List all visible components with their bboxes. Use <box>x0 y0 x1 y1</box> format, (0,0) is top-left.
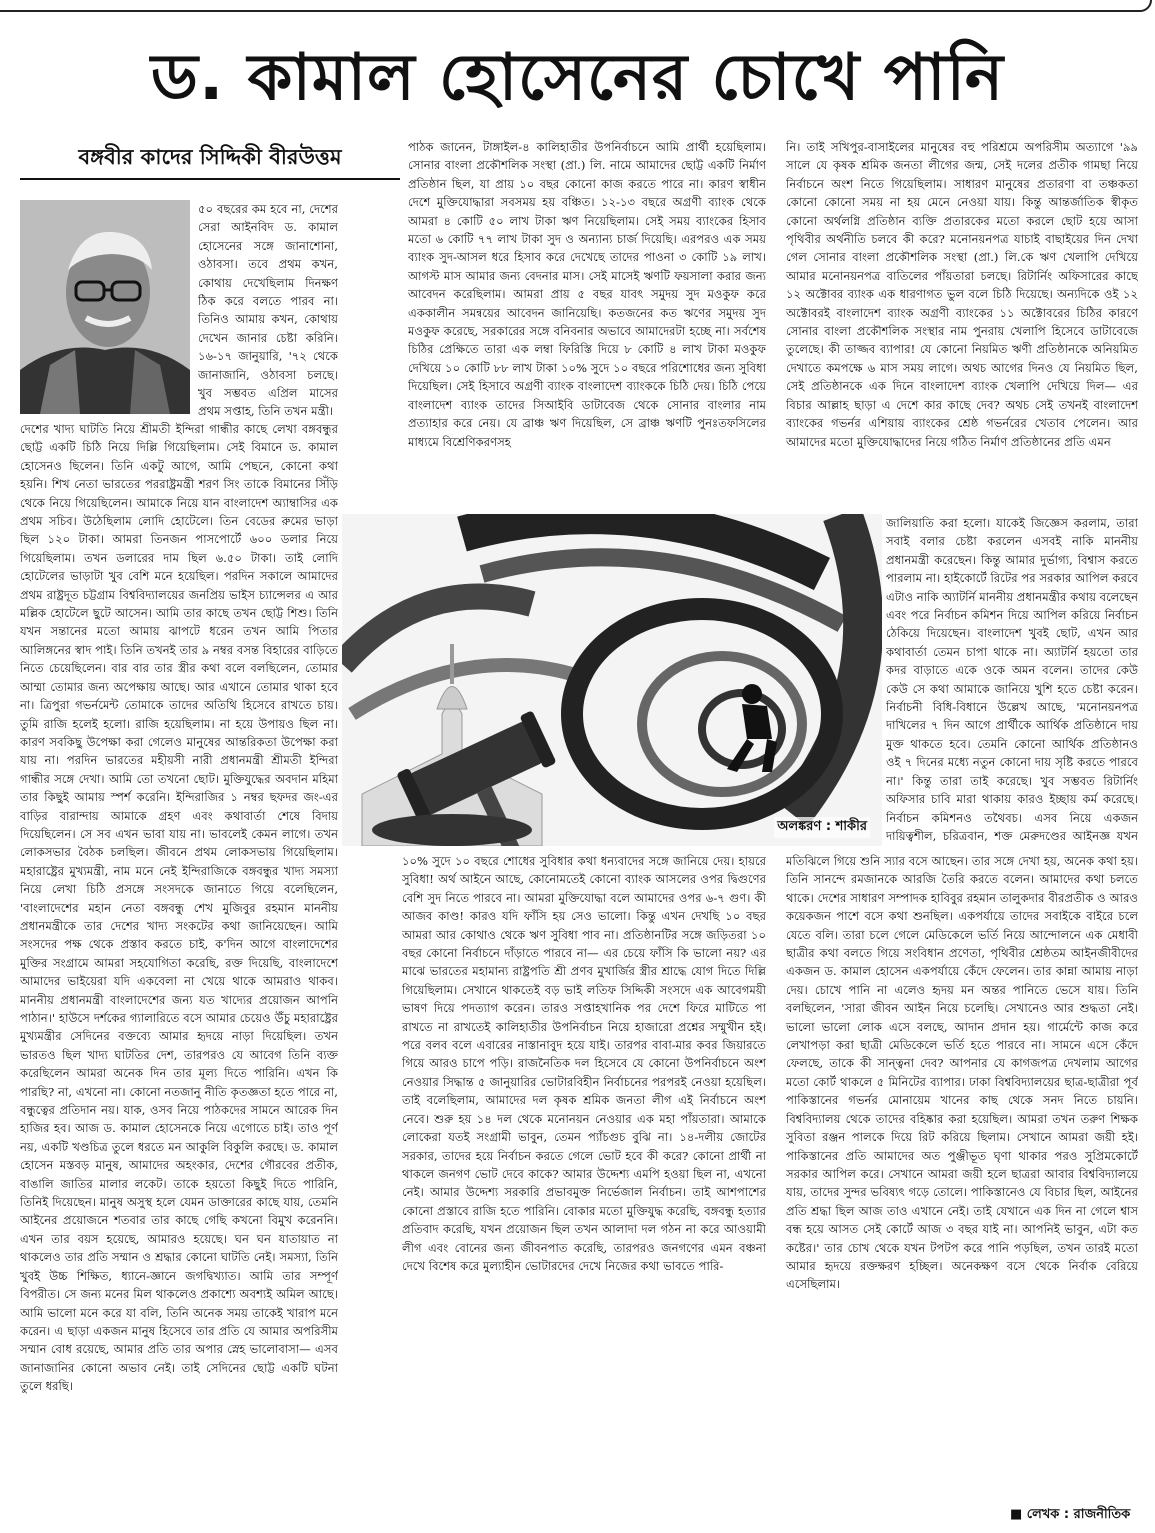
author-photo <box>20 200 190 414</box>
illustration-gavel-eye-image <box>342 514 882 846</box>
byline-rule <box>20 178 400 180</box>
column-1-body: দেশের খাদ্য ঘাটতি নিয়ে শ্রীমতী ইন্দিরা গান্ধীর কাছে লেখা বঙ্গবন্ধুর ছোট্ট একটি চিঠি নিয়ে দিল্লি গিয়েছিলাম। সেই বিমানে ড. কামাল হোসেনও ছিলেন। তিনি একটু আগে, আমি পেছনে, কোনো কথা হয়নি। শিখ নেতা ভারতের পররাষ্ট্রমন্ত্রী শরণ সিং তাকে বিমানের সিঁড়ি থেকে নিয়ে গিয়েছিলেন। আমাকে নিয়ে যান বাংলাদেশ অ্যাম্বাসির এক প্রথম সচিব। উঠেছিলাম লোদি হোটেলে। তিন বেডের রুমের ভাড়া ছিল ১২০ টাকা। আমরা তিনজন পাসপোর্টে ৬০০ ডলার নিয়ে গিয়েছিলাম। তখন ডলারের দাম ছিল ৬.৫০ টাকা। তাই লোদি হোটেলের ভাড়াটা খুব বেশি মনে হয়েছিল। পরদিন সকালে আমাদের প্রথম রাষ্ট্রদূত চট্টগ্রাম বিশ্ববিদ্যালয়ের জনপ্রিয় ভাইস চ্যান্সেলর এ আর মল্লিক হোটেলে ছুটে আসেন। আমি তার কাছে তখন ছোট্ট শিশু। তিনি যখন সন্তানের মতো আমায় ঝাপটে ধরেন তখন আমি পিতার আলিঙ্গনের স্বাদ পাই। তিনি তখনই তার ৯ নম্বর বসন্ত বিহারের বাড়িতে নিতে চেয়েছিলেন। বার বার তার স্ত্রীর কথা বলে বলছিলেন, তোমার আম্মা তোমার জন্য অপেক্ষায় আছে। আর এখানে তোমার থাকা হবে না। ত্রিপুরা গভর্নমেন্ট তোমাকে তাদের অতিথি হিসেবে রাখতে চায়। তুমি রাজি হলেই হলো। রাজি হয়েছিলাম। না হয়ে উপায়ও ছিল না। কারণ সবকিছু উপেক্ষা করা গেলেও মানুষের আন্তরিকতা উপেক্ষা করা যায় না। পরদিন ভারতের মহীয়সী নারী প্রধানমন্ত্রী শ্রীমতী ইন্দিরা গান্ধীর সঙ্গে দেখা। আমি তো তখনো ছোট। মুক্তিযুদ্ধের অবদান মহিমা তার কিছুই আমায় স্পর্শ করেনি। ইন্দিরাজির ১ নম্বর ছফদর জং-এর বাড়ির বারান্দায় আমাকে গ্রহণ এবং কথাবার্তা শেষে বিদায় দিয়েছিলেন। সে সব এখন ভাবা যায় না। ভাবলেই কেমন লাগে। তখন লোকসভার বৈঠক চলছিল। জীবনে প্রথম লোকসভায় গিয়েছিলাম। মহারাষ্ট্রের মুখ্যমন্ত্রী, নাম মনে নেই ইন্দিরাজিকে বঙ্গবন্ধুর খাদ্য সমস্যা নিয়ে লেখা চিঠি প্রসঙ্গে সংসদকে জানাতে গিয়ে বলেছিলেন, 'বাংলাদেশের মহান নেতা বঙ্গবন্ধু শেখ মুজিবুর রহমান মাননীয় প্রধানমন্ত্রীকে তার দেশের খাদ্য সংকটের কথা জানিয়েছেন। আমি সংসদের পক্ষ থেকে প্রস্তাব করতে চাই, ক'দিন আগে বাংলাদেশের মুক্তির সংগ্রামে আমরা সহযোগিতা করেছি, রক্ত দিয়েছি, বাংলাদেশে আমাদের ভাইয়েরা যদি একবেলা না খেয়ে থাকে আমরাও থাকব। মাননীয় প্রধানমন্ত্রী বাংলাদেশের জন্য যত খাদ্যের প্রয়োজন আপনি পাঠান।' হাউসে দর্শকের গ্যালারিতে বসে আমার চেয়েও উঁচু মহারাষ্ট্রের মুখ্যমন্ত্রীর সেদিনের বক্তব্যে আমার হৃদয়ে নাড়া দিয়েছিল। তখন ভারতও ছিল খাদ্য ঘাটতির দেশ, তারপরও যে আবেগ তিনি ব্যক্ত করেছিলেন আমরা অনেক দিন তার মূল্য দিতে পারিনি। এখন কি পারছি? না, এখনো না। কোনো নতজানু নীতি কৃতজ্ঞতা হতে পারে না, বন্ধুত্বের প্রতিদান নয়। যাক, ওসব নিয়ে পাঠকদের সামনে আরেক দিন হাজির হব। আজ ড. কামাল হোসেনকে নিয়ে এগোতে চাই। তাও পূর্ণ নয়, একটি খণ্ডচিত্র তুলে ধরতে মন আকুলি বিকুলি করছে। ড. কামাল হোসেন মস্তবড় মানুষ, আমাদের অহংকার, দেশের গৌরবের প্রতীক, বাঙালি জাতির মালার লকেট। তাকে হয়তো কিছুই দিতে পারিনি, তিনিই দিয়েছেন। মানুষ অসুস্থ হলে যেমন ডাক্তারের কাছে যায়, তেমনি আইনের প্রয়োজনে শতবার তার কাছে গেছি কখনো বিমুখ করেননি। এখন তার বয়স হয়েছে, আমারও হয়েছে। ঘন ঘন যাতায়াত না থাকলেও তার প্রতি সম্মান ও শ্রদ্ধার কোনো ঘাটতি নেই। সমস্যা, তিনি খুবই উচ্চ শিক্ষিত, ধ্যানে-জ্ঞানে জগদ্বিখ্যাত। আমি তার সম্পূর্ণ বিপরীত। সে জন্য মনের মিল থাকলেও প্রকাশ্যে অবশ্যই অমিল আছে। আমি ভালো মনে করে যা বলি, তিনি অনেক সময় তাকেই খারাপ মনে করেন। এ ছাড়া একজন মানুষ হিসেবে তার প্রতি যে আমার অপরিসীম সম্মান বোধ রয়েছে, আমার প্রতি তার অপার স্নেহ ভালোবাসা— এসব জানাজানির কোনো অভাব নেই। তাই সেদিনের ছোট্ট একটি ঘটনা তুলে ধরছি। <box>20 422 338 1394</box>
column-2-top: পাঠক জানেন, টাঙ্গাইল-৪ কালিহাতীর উপনির্বাচনে আমি প্রার্থী হয়েছিলাম। সোনার বাংলা প্রকৌশলিক সংস্থা (প্রা.) লি. নামে আমাদের ছোট্ট একটি নির্মাণ প্রতিষ্ঠান ছিল, যা প্রায় ১০ বছর কোনো কাজ করতে পারে না। কারণ স্বাধীন দেশে মুক্তিযোদ্ধারা সবসময় হয় বঞ্চিত। ১২-১৩ বছরে অগ্রণী ব্যাংক থেকে আমরা ৪ কোটি ৫০ লাখ টাকা ঋণ নিয়েছিলাম। সেই সময় ব্যাংকের হিসাব মতো ৬ কোটি ৭৭ লাখ টাকা সুদ ও অন্যান্য চার্জ দিয়েছি। এরপরও এক সময় ব্যাংক সুদ-আসল ধরে হিসাব করে দেখেছে তাদের পাওনা ৩ কোটি ১৯ লাখ। আগস্ট মাস আমার জন্য বেদনার মাস। সেই মাসেই ঋণটি ফয়সালা করার জন্য আবেদন করেছিলাম। আমরা প্রায় ৫ বছর যাবৎ সমুদয় সুদ মওকুফ করে এককালীন সমন্বয়ের আবেদন জানিয়েছি। কতজনের কত ঋণের সমুদয় সুদ মওকুফ করেছে, সরকারের সঙ্গে বনিবনার অভাবে আমাদেরটা হচ্ছে না। সর্বশেষ চিঠির প্রেক্ষিতে তারা এক লম্বা ফিরিস্তি দিয়ে ৮ কোটি ৪ লাখ টাকা মওকুফ দেখিয়ে ১০ কোটি ৮৮ লাখ টাকা ১০% সুদে ১০ বছরে পরিশোধের জন্য সুবিধা দিয়েছিল। সেই হিসাবে অগ্রণী ব্যাংক বাংলাদেশ ব্যাংককে চিঠি দেয়। চিঠি পেয়ে বাংলাদেশ ব্যাংক তাদের সিআইবি ডাটাবেজ থেকে সোনার বাংলার নাম প্রত্যাহার করে নেয়। যে ব্রাঞ্চ ঋণ দিয়েছিল, সে ব্রাঞ্চ ঋণটি পুনঃতফসিলের মাধ্যমে বিশ্রেণিকরণসহ <box>408 140 766 449</box>
headline: ড. কামাল হোসেনের চোখে পানি <box>150 41 1005 115</box>
illustration-credit: অলঙ্করণ : শাকীর <box>774 817 870 838</box>
column-1-intro: ৫০ বছরের কম হবে না, দেশের সেরা আইনবিদ ড. কামাল হোসেনের সঙ্গে জানাশোনা, ওঠাবসা। তবে প্রথম কখন, কোথায় দেখেছিলাম দিনক্ষণ ঠিক করে বলতে পারব না। তিনিও আমায় কখন, কোথায় দেখেন জানার চেষ্টা করিনি। ১৬-১৭ জানুয়ারি, '৭২ থেকে জানাজানি, ওঠাবসা চলছে। খুব সম্ভবত এপ্রিল মাসের প্রথম সপ্তাহ, তিনি তখন মন্ত্রী। <box>198 202 338 419</box>
column-2-bottom: ১০% সুদে ১০ বছরে শোধের সুবিধার কথা ধন্যবাদের সঙ্গে জানিয়ে দেয়। হায়রে সুবিধা! অর্থ আইনে আছে, কোনোমতেই কোনো ব্যাংক আসলের ওপর দ্বিগুণের বেশি সুদ নিতে পারবে না। আমরা মুক্তিযোদ্ধা বলে আমাদের ওপর ৬-৭ গুণ। কী আজব কাণ্ড! কারও যদি ফাঁসি হয় সেও ভালো। কিন্তু এখন দেখছি ১০ বছর আমরা আর কোথাও থেকে ঋণ সুবিধা পাব না। প্রতিষ্ঠানটির সঙ্গে জড়িতরা ১০ বছর কোনো নির্বাচনে দাঁড়াতে পারবে না— এর চেয়ে ফাঁসি কি ভালো নয়? এর মাঝে ভারতের মহামান্য রাষ্ট্রপতি শ্রী প্রণব মুখার্জির স্ত্রীর শ্রাদ্ধে যোগ দিতে দিল্লি গিয়েছিলাম। সেখানে থাকতেই বড় ভাই লতিফ সিদ্দিকী সংসদে এক আবেগময়ী ভাষণ দিয়ে পদত্যাগ করেন। তারও সপ্তাহখানিক পর দেশে ফিরে মাটিতে পা রাখতে না রাখতেই কালিহাতীর উপনির্বাচন নিয়ে হাজারো প্রশ্নের সম্মুখীন হই। পরে বলব বলে এবারের নাস্তানাবুদ হয়ে যাই। তারপর বাবা-মার কবর জিয়ারতে গিয়ে আরও চাপে পড়ি। রাজনৈতিক দল হিসেবে যে কোনো উপনির্বাচনে অংশ নেওয়ার সিদ্ধান্ত ৫ জানুয়ারির ভোটারবিহীন নির্বাচনের পরপরই নেওয়া হয়েছিল। তাই বলেছিলাম, আমাদের দল কৃষক শ্রমিক জনতা লীগ এই নির্বাচনে অংশ নেবে। শুরু হয় ১৪ দল থেকে মনোনয়ন নেওয়ার এক মহা পাঁয়তারা। আমাকে লোকেরা যতই সংগ্রামী ভাবুন, তেমন প্যাঁচগুচ বুঝি না। ১৪-দলীয় জোটের সরকার, তাদের হয়ে নির্বাচন করতে গেলে ভোট হবে কী করে? কোনো প্রার্থী না থাকলে জনগণ ভোট দেবে কাকে? আমার উদ্দেশ্য এমপি হওয়া ছিল না, এখনো নেই। আমার উদ্দেশ্য সরকারি প্রভাবমুক্ত নির্ভেজাল নির্বাচন। তাই আশপাশের কোনো প্রস্তাবে রাজি হতে পারিনি। বোকার মতো মুক্তিযুদ্ধ করেছি, বঙ্গবন্ধু হত্যার প্রতিবাদ করেছি, যখন প্রয়োজন ছিল তখন আলাদা দল গঠন না করে আওয়ামী লীগ এবং বোনের জন্য জীবনপাত করেছি, তারপরও জনগণের এমন বঞ্চনা দেখে বিশেষ করে মুল্যাহীন ভোটারদের দেখে নিজের কথা ভাবতে পারি- <box>402 854 766 1273</box>
column-3-bottom: মতিঝিলে গিয়ে শুনি স্যার বসে আছেন। তার সঙ্গে দেখা হয়, অনেক কথা হয়। তিনি সানন্দে রমজানকে আরজি তৈরি করতে বলেন। আমাদের কথা চলতে থাকে। দেশের সাধারণ সম্পাদক হাবিবুর রহমান তালুকদার বীরপ্রতীক ও আরও কয়েকজন পাশে বসে কথা শুনছিল। একপর্যায়ে তাদের সবাইকে বাইরে চলে যেতে বলি। তারা চলে গেলে মেডিকেলে ভর্তি নিয়ে আন্দোলনে এক মেধাবী ছাত্রীর কথা বলতে গিয়ে সংবিধান প্রণেতা, পৃথিবীর শ্রেষ্ঠতম আইনজীবীদের একজন ড. কামাল হোসেন একপর্যায়ে কেঁদে ফেলেন। তার কান্না আমায় নাড়া দেয়। চোখে পানি না এলেও হৃদয় মন অন্তর পানিতে ভেসে যায়। তিনি বলছিলেন, 'সারা জীবন আইন নিয়ে চলেছি। সেখানেও আর শুদ্ধতা নেই। ভালো ভালো লোক এসে বলছে, আদান প্রদান হয়। গার্মেন্টে কাজ করে লেখাপড়া করা ছাত্রী মেডিকেলে ভর্তি হতে পারবে না। সামনে এসে কেঁদে ফেলছে, তাকে কী সান্ত্বনা দেব? আপনার যে কাগজপত্র দেখলাম আগের মতো কোর্ট থাকলে ৫ মিনিটের ব্যাপার। ঢাকা বিশ্ববিদ্যালয়ের ছাত্র-ছাত্রীরা পূর্ব পাকিস্তানের গভর্নর মোনায়েম খানের কাছ থেকে সনদ নিতে চায়নি। বিশ্ববিদ্যালয় থেকে তাদের বহিষ্কার করা হয়েছিল। আমরা তখন তরুণ শিক্ষক সুবিতা রঞ্জন পালকে দিয়ে রিট করিয়ে ছিলাম। সেখানে আমরা জয়ী হই। পাকিস্তানের প্রতি আমাদের অত পুঞ্জীভূত ঘৃণা থাকার পরও সুপ্রিমকোর্টে সরকার আপিল করে। সেখানে আমরা জয়ী হলে ছাত্ররা আবার বিশ্ববিদ্যালয়ে যায়, তাদের সুন্দর ভবিষ্যৎ গড়ে তোলে। পাকিস্তানেও যে বিচার ছিল, আইনের প্রতি শ্রদ্ধা ছিল আজ তাও এখানে নেই। তাই যেখানে এক দিন না গেলে শ্বাস বন্ধ হয়ে আসত সেই কোর্টে আজ ৩ বছর যাই না। আপনিই ভাবুন, এটা কত কষ্টের।' তার চোখ থেকে যখন টপটপ করে পানি পড়ছিল, তখন তারই মতো আমার হৃদয়ে রক্তক্ষরণ হচ্ছিল। অনেকক্ষণ বসে থেকে নির্বাক বেরিয়ে এসেছিলাম। <box>786 854 1138 1292</box>
author-footer: ■ লেখক : রাজনীতিক <box>1010 1507 1131 1522</box>
illustration <box>342 514 882 846</box>
column-3-middle: জালিয়াতি করা হলো। যাকেই জিজ্ঞেস করলাম, তারা সবাই বলার চেষ্টা করলেন এসবই নাকি মাননীয় প্রধানমন্ত্রী করেছেন। কিন্তু আমার দুর্ভাগ্য, বিশ্বাস করতে পারলাম না। হাইকোর্টে রিটের পর সরকার আপিল করবে এটাও নাকি অ্যাটর্নি মাননীয় প্রধানমন্ত্রীর কথায় বলেছেন এবং পরে নির্বাচন কমিশন দিয়ে আপিল করিয়ে নির্বাচন ঠেকিয়ে দিয়েছেন। বাংলাদেশ খুবই ছোট, এখন আর কথাবার্তা তেমন চাপা থাকে না। অ্যাটর্নি হয়তো তার কদর বাড়াতে একে ওকে অমন বলেন। তাদের কেউ কেউ সে কথা আমাকে জানিয়ে খুশি হতে চেষ্টা করেন। নির্বাচনী বিধি-বিধানে উল্লেখ আছে, 'মনোনয়নপত্র দাখিলের ৭ দিন আগে প্রার্থীকে আর্থিক প্রতিষ্ঠানে দায় মুক্ত থাকতে হবে। তেমনি কোনো আর্থিক প্রতিষ্ঠানও ওই ৭ দিনের মধ্যে নতুন কোনো দায় সৃষ্টি করতে পারবে না।' কিন্তু তারা তাই করেছে। খুব সম্ভবত রিটার্নিং অফিসার চাবি মারা থাকায় কারও ইচ্ছায় কর্ম করেছে। নির্বাচন কমিশনও তথৈবচ। এসব নিয়ে একজন দায়িত্বশীল, চরিত্রবান, শক্ত মেরুদণ্ডের আইনজ্ঞ যখন <box>886 516 1138 843</box>
byline: বঙ্গবীর কাদের সিদ্দিকী বীরউত্তম <box>78 145 342 169</box>
column-3-top: নি। তাই সখিপুর-বাসাইলের মানুষের বহু পরিশ্রমে অপরিসীম অত্যাগে '৯৯ সালে যে কৃষক শ্রমিক জনতা লীগের জন্ম, সেই দলের প্রতীক গামছা নিয়ে নির্বাচনে অংশ নিতে গিয়েছিলাম। সাধারণ মানুষের প্রতারণা বা তঞ্চকতা কোনো কোনো সময় না হয় মেনে নেওয়া যায়। কিন্তু আন্তর্জাতিক স্বীকৃত কোনো অর্থলগ্নি প্রতিষ্ঠান ব্যক্তি প্রতারকের মতো করলে ছোট হয়ে আসা পৃথিবীর অর্থনীতি চলবে কী করে? মনোনয়নপত্র যাচাই বাছাইয়ের দিন দেখা গেল সোনার বাংলা প্রকৌশলিক সংস্থা (প্রা.) লি.কে ঋণ খেলাপি দেখিয়ে আমার মনোনয়নপত্র বাতিলের পাঁয়তারা চলছে। রিটার্নিং অফিসারের কাছে ১২ অক্টোবর ব্যাংক এক ধারণাগত ভুল বলে চিঠি দিয়েছে। অন্যদিকে ওই ১২ অক্টোবরই বাংলাদেশ ব্যাংক অগ্রণী ব্যাংকের ১১ অক্টোবরের চিঠির কারণে সোনার বাংলা প্রকৌশলিক সংস্থার নাম পুনরায় খেলাপি হিসেবে ডাটাবেজে তুলেছে। কী তাজ্জব ব্যাপার! যে কোনো নিয়মিত ঋণী প্রতিষ্ঠানকে অনিয়মিত দেখাতে কমপক্ষে ৬ মাস সময় লাগে। অথচ আগের দিনও যে নিয়মিত ছিল, সেই প্রতিষ্ঠানকে এক দিনে বাংলাদেশ ব্যাংক খেলাপি দেখিয়ে দিল— এর বিচার আল্লাহ ছাড়া এ দেশে কার কাছে দেব? অথচ সেই তখনই বাংলাদেশ ব্যাংকের গভর্নর এশিয়ায় ব্যাংকের শ্রেষ্ঠ গভর্নরের খেতাব পেলেন। আর আমাদের মতো মুক্তিযোদ্ধাদের নিয়ে গঠিত নির্মাণ প্রতিষ্ঠানের প্রতি এমন <box>786 140 1138 449</box>
author-portrait-image <box>20 200 190 414</box>
top-border-rule <box>0 0 1152 12</box>
